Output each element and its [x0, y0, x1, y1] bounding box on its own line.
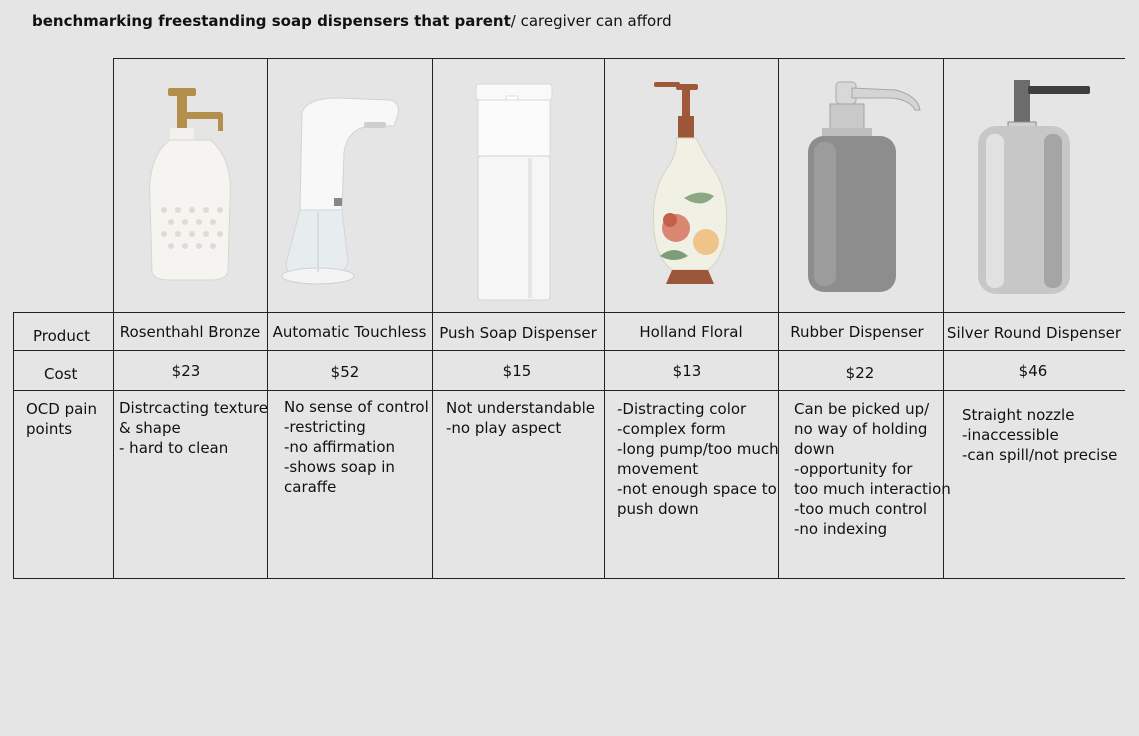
silver-round-dispenser-image [972, 76, 1097, 298]
holland-floral-dispenser-image [640, 80, 740, 290]
product-cost-4: $13 [672, 362, 702, 380]
product-pain-points-1: Distrcacting texture & shape - hard to clean [119, 399, 268, 457]
product-pain-points-2: No sense of control -restricting -no affirmation -shows soap in caraffe [284, 398, 429, 496]
rosenthahl-bronze-dispenser-image [140, 82, 240, 292]
product-name-5: Rubber Dispenser [790, 323, 924, 341]
product-name-2: Automatic Touchless [272, 323, 427, 341]
left-border [13, 312, 14, 578]
product-name-3: Push Soap Dispenser [439, 324, 597, 342]
col-divider-3 [432, 58, 433, 578]
product-cost-3: $15 [502, 362, 532, 380]
cost-row-border [13, 390, 1125, 391]
title-bold-text: benchmarking freestanding soap dispensers that parent [32, 12, 511, 30]
product-pain-points-6: Straight nozzle -inaccessible -can spill/not precise [962, 406, 1118, 464]
product-name-6: Silver Round Dispenser [946, 324, 1122, 342]
product-cost-6: $46 [1018, 362, 1048, 380]
product-pain-points-3: Not understandable -no play aspect [446, 399, 596, 437]
product-pain-points-5: Can be picked up/ no way of holding down -opportunity for too much interaction -too much control -no indexing [794, 400, 951, 538]
product-name-1: Rosenthahl Bronze [119, 323, 261, 341]
col-divider-1 [113, 58, 114, 578]
table-top-border [113, 58, 1125, 59]
product-cost-1: $23 [171, 362, 201, 380]
row-label-cost: Cost [44, 365, 78, 383]
row-label-pain-points: OCD pain points [26, 400, 97, 438]
automatic-touchless-dispenser-image [278, 92, 408, 292]
row-label-product: Product [33, 327, 90, 345]
page-title [32, 12, 672, 30]
product-cost-2: $52 [330, 363, 360, 381]
table-bottom-border [13, 578, 1125, 579]
product-cost-5: $22 [845, 364, 875, 382]
col-divider-2 [267, 58, 268, 578]
header-row-border [13, 312, 1125, 313]
push-soap-dispenser-image [470, 82, 560, 302]
product-row-border [13, 350, 1125, 351]
product-pain-points-4: -Distracting color -complex form -long pump/too much movement -not enough space to push down [617, 400, 779, 518]
col-divider-4 [604, 58, 605, 578]
rubber-dispenser-image [800, 78, 925, 298]
product-name-4: Holland Floral [639, 323, 743, 341]
title-light-text: / caregiver can afford [510, 12, 672, 30]
